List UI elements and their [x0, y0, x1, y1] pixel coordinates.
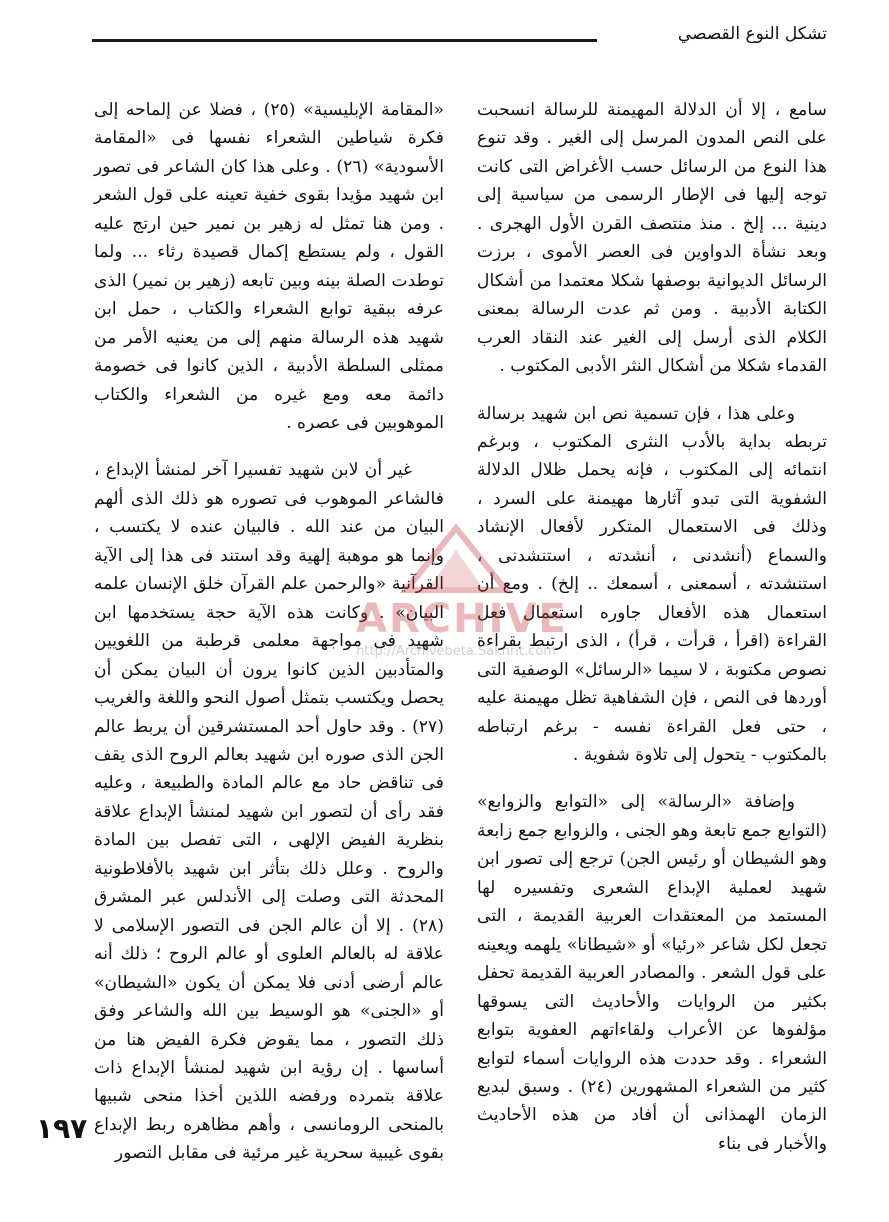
- paragraph: «المقامة الإبليسية» (٢٥) ، فضلا عن إلماحه إلى فكرة شياطين الشعراء نفسها فى «المقامة الأسودية» (٢٦) . وعلى هذا كان الشاعر فى تصور ابن شهيد مؤيدا بقوى خفية تعينه على قول الشعر . ومن هنا تمثل له زهير بن نمير حين ارتج عليه القول ، ولم يستطع إكمال قصيدة رثاء ... ولما توطدت الصلة بينه وبين تابعه (زهير بن نمير) الذى عرفه ببقية توابع الشعراء والكتاب ، حمل ابن شهيد هذه الرسالة منهم إلى من يعنيه الأمر من ممثلى السلطة الأدبية ، الذين كانوا فى خصومة دائمة معه ومع غيره من الشعراء والكتاب الموهوبين فى عصره .: [94, 100, 445, 433]
- header-rule: [92, 39, 597, 42]
- paragraph: وعلى هذا ، فإن تسمية نص ابن شهيد برسالة تربطه بداية بالأدب النثرى المكتوب ، وبرغم انتمائه إلى المكتوب ، فإنه يحمل ظلال الدلالة الشفوية التى تبدو آثارها مهيمنة على السرد ، وذلك فى الاستعمال المتكرر لأفعال الإنشاد والسماع (أنشدنى ، أنشدته ، استنشدنى ، استنشدته ، أسمعنى ، أسمعك .. إلخ) . ومع أن استعمال هذه الأفعال جاوره استعمال فعل القراءة (اقرأ ، قرأت ، قرأ) ، الذى ارتبط بقراءة نصوص مكتوبة ، لا سيما «الرسائل» الوصفية التى أوردها فى النص ، فإن الشفاهية تظل مهيمنة عليه ، حتى فعل القراءة نفسه - برغم ارتباطه بالمكتوب - يتحول إلى تلاوة شفوية .: [477, 403, 827, 765]
- left-column: [94, 96, 444, 1168]
- running-head: تشكل النوع القصصي: [677, 24, 827, 44]
- watermark-text: ARCHIVE: [356, 596, 568, 642]
- paragraph: سامع ، إلا أن الدلالة المهيمنة للرسالة انسحبت على النص المدون المرسل إلى الغير . وقد تنوع هذا النوع من الرسائل حسب الأغراض التى كانت توجه إليها فى الإطار الرسمى من سياسية إلى دينية ... إلخ . منذ منتصف القرن الأول الهجرى . وبعد نشأة الدواوين فى العصر الأموى ، برزت الرسائل الديوانية بوصفها شكلا معتمدا من أشكال الكتابة الأدبية . ومن ثم عدت الرسالة بمعنى الكلام الذى أرسل إلى الغير عند النقاد العرب القدماء شكلا من أشكال النثر الأدبى المكتوب .: [477, 100, 827, 377]
- right-column: [477, 96, 827, 1158]
- page-number: ١٩٧: [36, 1112, 88, 1145]
- paragraph: غير أن لابن شهيد تفسيرا آخر لمنشأ الإبداع ، فالشاعر الموهوب فى تصوره هو ذلك الذى ألهم البيان من عند الله . فالبيان عنده لا يكتسب ، وإنما هو موهبة إلهية وقد استند فى هذا إلى الآية القرآنية «والرحمن علم القرآن خلق الإنسان علمه البيان» . وكانت هذه الآية حجة يستخدمها ابن شهيد فى مواجهة معلمى قرطبة من اللغويين والمتأدبين الذين كانوا يرون أن البيان يمكن أن يحصل ويكتسب بتمثل أصول النحو واللغة والغريب (٢٧) . وقد حاول أحد المستشرقين أن يربط عالم الجن الذى صوره ابن شهيد بعالم الروح الذى يقف فى تناقض حاد مع عالم المادة والطبيعة ، وعليه فقد رأى أن لتصور ابن شهيد لمنشأ الإبداع علاقة بنظرية الفيض الإلهى ، التى تفصل بين المادة والروح . وعلل ذلك بتأثر ابن شهيد بالأفلاطونية المحدثة التى وصلت إلى الأندلس عبر المشرق (٢٨) . إلا أن عالم الجن فى التصور الإسلامى لا علاقة له بالعالم العلوى أو عالم الروح ؛ ذلك أنه عالم أرضى أدنى فلا يمكن أن يكون «الشيطان» أو «الجنى» هو الوسيط بين الله والشاعر وفق ذلك التصور ، مما يقوض فكرة الفيض هنا من أساسها . إن رؤية ابن شهيد لمنشأ الإبداع ذات علاقة بتمرده ورفضه اللذين أخذا منحى شبيها بالمنحى الرومانسى ، وأهم مظاهره ربط الإبداع بقوى غيبية سحرية غير مرئية فى مقابل التصور: [94, 460, 444, 1164]
- paragraph: وإضافة «الرسالة» إلى «التوابع والزوابع» (التوابع جمع تابعة وهو الجنى ، والزوابع جمع زابعة وهو الشيطان أو رئيس الجن) ترجع إلى تصور ابن شهيد لعملية الإبداع الشعرى وتفسيره لها المستمد من المعتقدات العربية القديمة ، التى تجعل لكل شاعر «رئيا» أو «شيطانا» يلهمه ويعينه على قول الشعر . والمصادر العربية القديمة تحفل بكثير من الروايات والأحاديث التى يسوقها مؤلفوها عن الأعراب ولقاءاتهم العفوية بتوابع الشعراء . وقد حددت هذه الروايات أسماء لتوابع كثير من الشعراء المشهورين (٢٤) . وسبق لبديع الزمان الهمذانى أن أفاد من هذه الأحاديث والأخبار فى بناء: [477, 792, 827, 1154]
- page-header: [92, 22, 827, 52]
- watermark-url: http://Archivebeta.Sakhrit.com: [356, 644, 556, 659]
